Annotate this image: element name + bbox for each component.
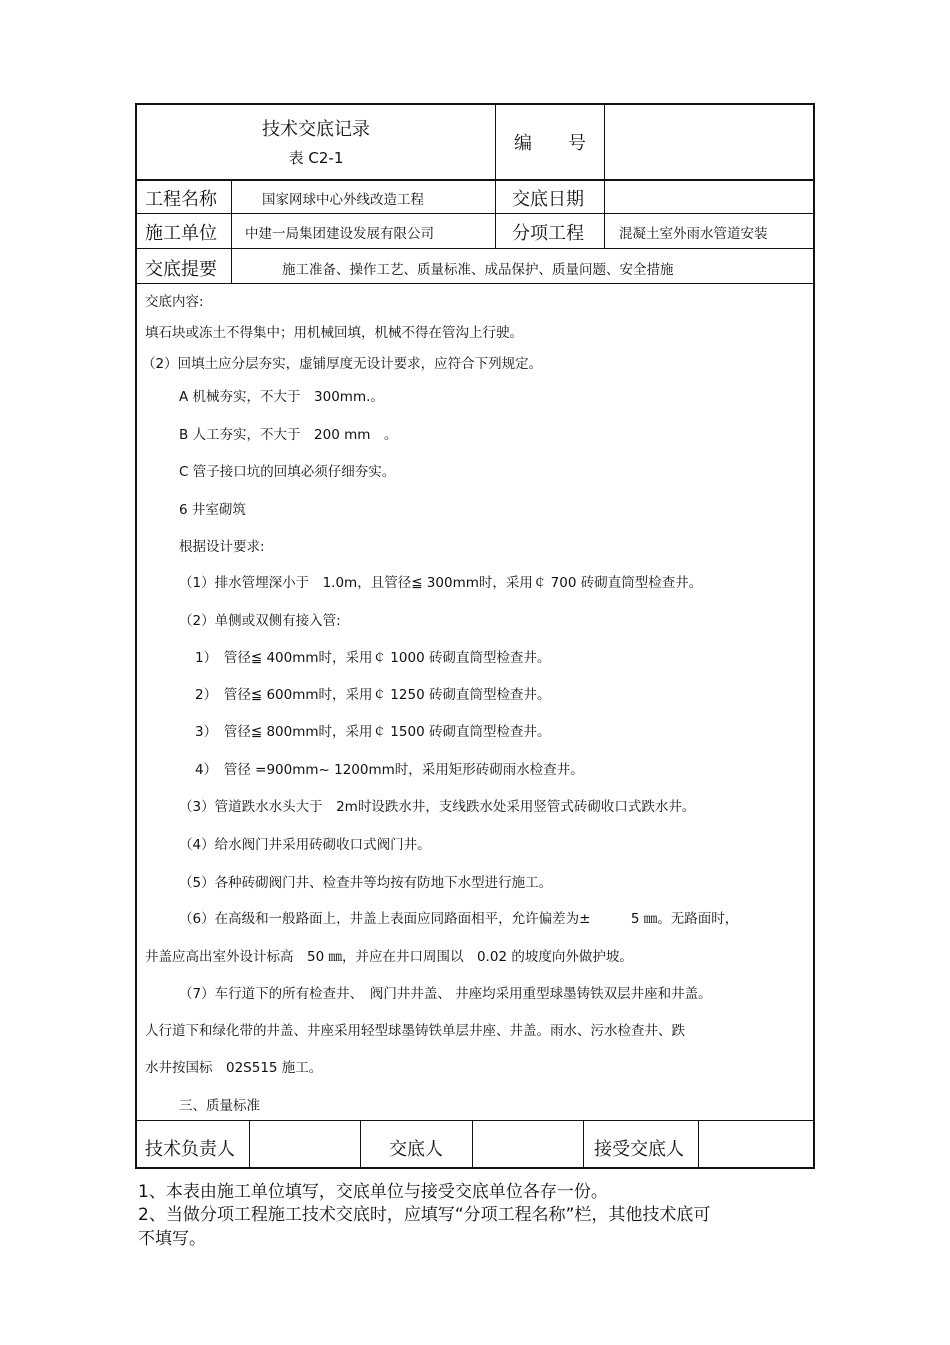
project-name-value: 国家网球中心外线改造工程 bbox=[262, 192, 424, 208]
content-line: （7）车行道下的所有检查井、 阀门井井盖、 井座均采用重型球墨铸铁双层井座和井盖。 bbox=[179, 986, 712, 1002]
content-line: 3） 管径≦ 800mm时，采用￠ 1500 砖砌直筒型检查井。 bbox=[195, 724, 551, 740]
number-label: 编 号 bbox=[514, 133, 586, 154]
divider bbox=[231, 179, 232, 283]
content-line: （6）在高级和一般路面上，井盖上表面应同路面相平，允许偏差为± 5 ㎜。无路面时， bbox=[179, 911, 739, 927]
content-line: C 管子接口坑的回填必须仔细夯实。 bbox=[179, 464, 396, 480]
content-line: 1） 管径≦ 400mm时，采用￠ 1000 砖砌直筒型检查井。 bbox=[195, 650, 551, 666]
disclosure-record-form bbox=[135, 103, 815, 1169]
divider bbox=[360, 1120, 361, 1169]
content-heading: 交底内容: bbox=[145, 294, 204, 310]
content-line: 人行道下和绿化带的井盖、井座采用轻型球墨铸铁单层井座、井盖。雨水、污水检查井、跌 bbox=[145, 1023, 685, 1039]
content-line: A 机械夯实，不大于 300mm.。 bbox=[179, 389, 384, 405]
content-line: 2） 管径≦ 600mm时，采用￠ 1250 砖砌直筒型检查井。 bbox=[195, 687, 551, 703]
content-line: （2）单侧或双侧有接入管: bbox=[179, 613, 341, 629]
footnote-2-continued: 不填写。 bbox=[138, 1229, 206, 1249]
subproject-label: 分项工程 bbox=[512, 223, 584, 244]
content-line: 三、质量标准 bbox=[179, 1098, 260, 1114]
tech-lead-label: 技术负责人 bbox=[145, 1139, 235, 1160]
unit-label: 施工单位 bbox=[145, 223, 217, 244]
content-line: （5）各种砖砌阀门井、检查井等均按有防地下水型进行施工。 bbox=[179, 875, 553, 891]
divider bbox=[137, 213, 813, 214]
divider bbox=[583, 1120, 584, 1169]
receiver-label: 接受交底人 bbox=[594, 1139, 684, 1160]
unit-value: 中建一局集团建设发展有限公司 bbox=[245, 226, 434, 242]
divider bbox=[137, 283, 813, 284]
divider bbox=[604, 105, 605, 248]
footnote-2: 2、当做分项工程施工技术交底时，应填写“分项工程名称”栏，其他技术底可 bbox=[138, 1205, 711, 1225]
subproject-value: 混凝土室外雨水管道安装 bbox=[619, 226, 768, 242]
divider bbox=[137, 1120, 813, 1121]
content-line: （3）管道跌水水头大于 2m时设跌水井，支线跌水处采用竖管式砖砌收口式跌水井。 bbox=[179, 799, 696, 815]
content-line: 井盖应高出室外设计标高 50 ㎜，并应在井口周围以 0.02 的坡度向外做护坡。 bbox=[145, 949, 633, 965]
divider bbox=[472, 1120, 473, 1169]
form-title: 技术交底记录 bbox=[262, 119, 370, 140]
divider bbox=[137, 179, 813, 181]
presenter-label: 交底人 bbox=[389, 1139, 443, 1160]
content-line: （4）给水阀门井采用砖砌收口式阀门井。 bbox=[179, 837, 431, 853]
content-line: 6 井室砌筑 bbox=[179, 502, 246, 518]
divider bbox=[137, 248, 813, 249]
content-line: （2）回填土应分层夯实，虚铺厚度无设计要求，应符合下列规定。 bbox=[142, 356, 543, 372]
content-line: 填石块或冻土不得集中；用机械回填，机械不得在管沟上行驶。 bbox=[145, 325, 523, 341]
summary-label: 交底提要 bbox=[145, 259, 217, 280]
divider bbox=[698, 1120, 699, 1169]
footnote-1: 1、本表由施工单位填写，交底单位与接受交底单位各存一份。 bbox=[138, 1182, 608, 1202]
content-line: 4） 管径 =900mm~ 1200mm时，采用矩形砖砌雨水检查井。 bbox=[195, 762, 584, 778]
project-name-label: 工程名称 bbox=[145, 189, 217, 210]
content-line: （1）排水管埋深小于 1.0m，且管径≦ 300mm时，采用￠ 700 砖砌直筒型检查井。 bbox=[179, 575, 703, 591]
date-label: 交底日期 bbox=[512, 189, 584, 210]
summary-value: 施工准备、操作工艺、质量标准、成品保护、质量问题、安全措施 bbox=[282, 262, 674, 278]
content-line: B 人工夯实，不大于 200 mm 。 bbox=[179, 427, 398, 443]
content-line: 根据设计要求: bbox=[179, 539, 265, 555]
content-line: 水井按国标 02S515 施工。 bbox=[145, 1060, 323, 1076]
form-code: 表 C2-1 bbox=[288, 149, 344, 167]
divider bbox=[249, 1120, 250, 1169]
divider bbox=[495, 105, 496, 248]
